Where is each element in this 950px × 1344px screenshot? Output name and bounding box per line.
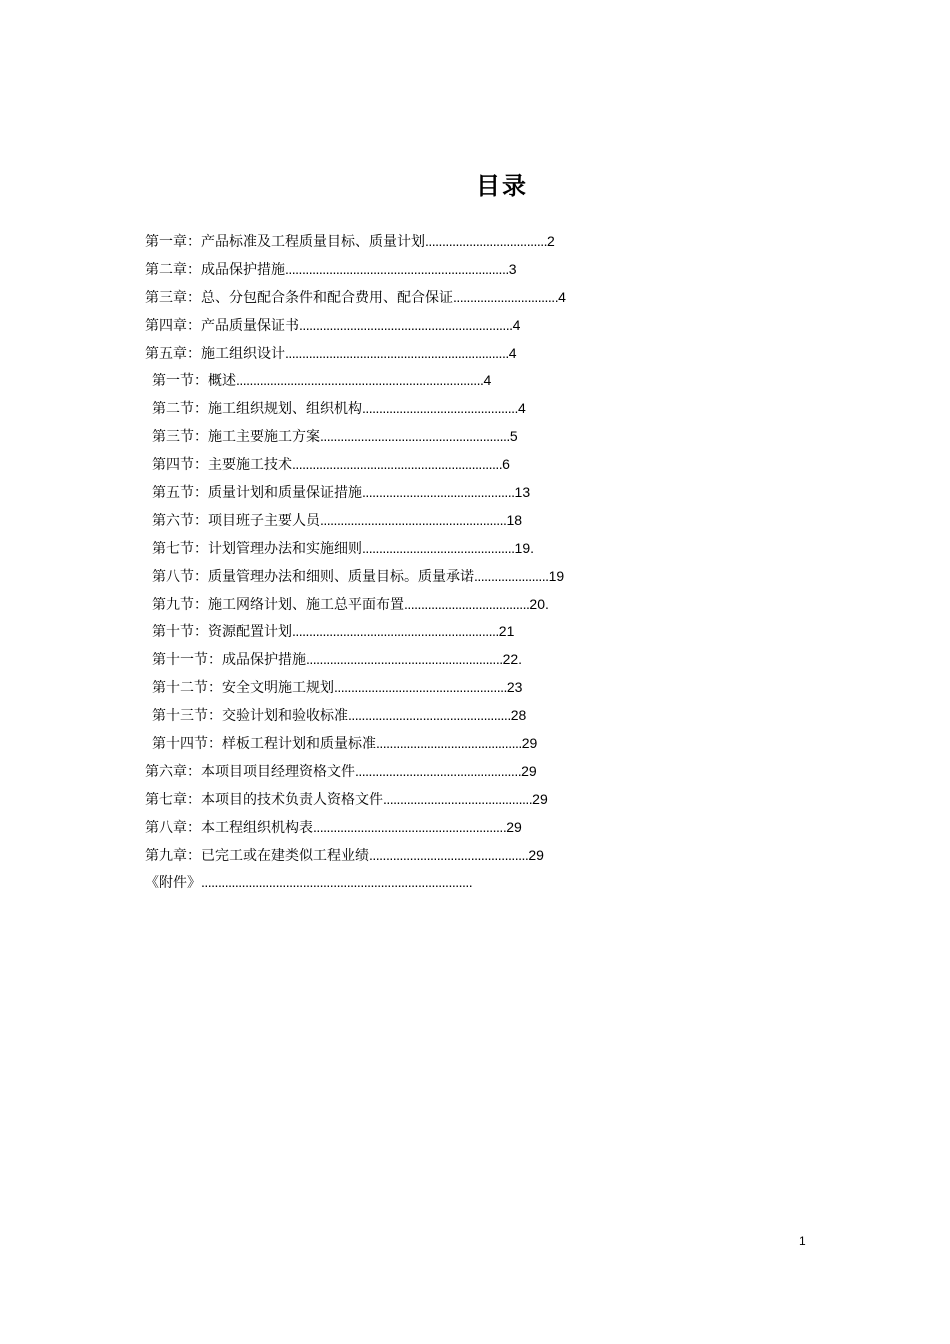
toc-entry-label: 第三章：总、分包配合条件和配合费用、配合保证 xyxy=(145,289,453,306)
toc-entry[interactable] xyxy=(145,284,566,312)
toc-entry-label: 第十三节：交验计划和验收标准 xyxy=(152,708,348,725)
toc-entry-label: 第七节：计划管理办法和实施细则 xyxy=(152,540,362,557)
toc-entry-page: 19 xyxy=(548,567,565,584)
toc-entry-label: 第二章：成品保护措施 xyxy=(145,261,285,278)
toc-entry-label: 第五章：施工组织设计 xyxy=(145,345,285,362)
toc-entry[interactable] xyxy=(145,646,566,674)
toc-entry[interactable] xyxy=(145,618,566,646)
toc-entry-page: 18 xyxy=(506,511,523,528)
toc-entry-page: 22. xyxy=(502,651,523,668)
toc-dot-leader: ...................... xyxy=(474,567,549,584)
toc-entry[interactable] xyxy=(145,563,566,591)
toc-entry-page: 4 xyxy=(483,372,492,389)
toc-dot-leader: .............................................. xyxy=(362,400,518,417)
toc-entry[interactable] xyxy=(145,451,566,479)
toc-entry-label: 第六章：本项目项目经理资格文件 xyxy=(145,763,355,780)
toc-entry[interactable] xyxy=(145,674,566,702)
toc-dot-leader: ....................................................... xyxy=(320,511,507,528)
toc-entry[interactable] xyxy=(145,507,566,535)
toc-entry[interactable] xyxy=(145,395,566,423)
toc-entry-label: 第七章：本项目的技术负责人资格文件 xyxy=(145,791,383,808)
toc-dot-leader: .............................................................. xyxy=(292,456,503,473)
toc-entry-page: 6 xyxy=(502,456,510,473)
toc-dot-leader: ................................................ xyxy=(348,707,511,724)
toc-dot-leader: .................................................................. xyxy=(285,344,509,361)
toc-entry-page: 4 xyxy=(508,344,517,361)
toc-entry-label: 第六节：项目班子主要人员 xyxy=(152,512,320,529)
toc-entry[interactable] xyxy=(145,423,566,451)
toc-entry-page: 4 xyxy=(517,400,526,417)
toc-entry-label: 第四章：产品质量保证书 xyxy=(145,317,299,334)
toc-entry-label: 第二节：施工组织规划、组织机构 xyxy=(152,401,362,418)
toc-entry[interactable] xyxy=(145,786,566,814)
toc-entry-label: 第十四节：样板工程计划和质量标准 xyxy=(152,736,376,753)
toc-entry-label: 第十二节：安全文明施工规划 xyxy=(152,680,334,697)
toc-entry-label: 《附件》 xyxy=(145,875,201,892)
toc-entry-label: 第十节：资源配置计划 xyxy=(152,624,292,641)
toc-entry-page: 29 xyxy=(521,762,537,779)
toc-entry[interactable] xyxy=(145,535,566,563)
toc-entry-page: 21 xyxy=(498,623,515,640)
toc-dot-leader: ............................................................. xyxy=(292,623,499,640)
toc-entry[interactable] xyxy=(145,702,566,730)
toc-entry-page: 13 xyxy=(514,484,531,501)
toc-entry[interactable] xyxy=(145,814,566,842)
toc-entry-page: 29 xyxy=(521,735,538,752)
toc-dot-leader: ................................................. xyxy=(355,762,522,779)
toc-entry[interactable] xyxy=(145,758,566,786)
toc-dot-leader: ......................................................................... xyxy=(236,372,484,389)
toc-dot-leader: ................................................... xyxy=(334,679,507,696)
toc-entry-label: 第十一节：成品保护措施 xyxy=(152,652,306,669)
toc-entry[interactable] xyxy=(145,591,566,619)
toc-dot-leader: ............................................................... xyxy=(299,316,513,333)
toc-dot-leader: .......................................................... xyxy=(306,651,503,668)
toc-entry-page: 29 xyxy=(528,846,544,863)
toc-entry[interactable] xyxy=(145,842,566,870)
toc-dot-leader: ......................................................... xyxy=(313,818,507,835)
toc-dot-leader: ..................................... xyxy=(404,595,530,612)
toc-entry-label: 第八章：本工程组织机构表 xyxy=(145,819,313,836)
toc-dot-leader: ............................................. xyxy=(362,539,515,556)
page-number: 1 xyxy=(799,1234,806,1248)
toc-entry-page: 23 xyxy=(506,679,523,696)
toc-entry-page: 20. xyxy=(529,595,549,612)
toc-entry[interactable] xyxy=(145,256,566,284)
toc-entry-label: 第九节：施工网络计划、施工总平面布置 xyxy=(152,596,404,613)
toc-dot-leader: ............................... xyxy=(453,288,559,305)
toc-entry-page: 4 xyxy=(512,316,521,333)
toc-entry[interactable] xyxy=(145,312,566,340)
toc-dot-leader: ............................................... xyxy=(369,846,529,863)
toc-entry-page: 5 xyxy=(509,428,518,445)
toc-dot-leader: .................................... xyxy=(425,233,548,249)
toc-entry-page: 29 xyxy=(532,790,548,807)
toc-entry-label: 第三节：施工主要施工方案 xyxy=(152,429,320,446)
toc-dot-leader: .................................................................. xyxy=(285,260,509,277)
table-of-contents xyxy=(145,228,566,897)
toc-entry-page: 28 xyxy=(510,707,527,724)
toc-dot-leader: ........................................... xyxy=(376,735,522,752)
toc-entry-label: 第一节：概述 xyxy=(152,373,236,390)
toc-entry[interactable] xyxy=(145,367,566,395)
toc-entry-label: 第五节：质量计划和质量保证措施 xyxy=(152,485,362,502)
toc-entry[interactable] xyxy=(145,228,566,256)
toc-entry-label: 第九章：已完工或在建类似工程业绩 xyxy=(145,847,369,864)
toc-entry[interactable] xyxy=(145,869,566,897)
toc-dot-leader: ................................................................................ xyxy=(201,874,473,891)
toc-entry-label: 第四节：主要施工技术 xyxy=(152,457,292,474)
toc-entry[interactable] xyxy=(145,730,566,758)
toc-dot-leader: ............................................. xyxy=(362,484,515,501)
toc-entry-page: 19. xyxy=(514,539,535,556)
toc-dot-leader: ........................................................ xyxy=(320,428,510,445)
page-title: 目录 xyxy=(476,172,528,201)
toc-entry[interactable] xyxy=(145,340,566,368)
toc-entry-page: 3 xyxy=(508,260,517,277)
toc-entry-page: 4 xyxy=(558,288,566,305)
toc-entry-page: 2 xyxy=(547,233,555,249)
toc-dot-leader: ............................................ xyxy=(383,790,533,807)
toc-entry-page: 29 xyxy=(506,818,522,835)
toc-entry-label: 第八节：质量管理办法和细则、质量目标。质量承诺 xyxy=(152,568,474,585)
toc-entry-label: 第一章：产品标准及工程质量目标、质量计划 xyxy=(145,234,425,250)
toc-entry[interactable] xyxy=(145,479,566,507)
